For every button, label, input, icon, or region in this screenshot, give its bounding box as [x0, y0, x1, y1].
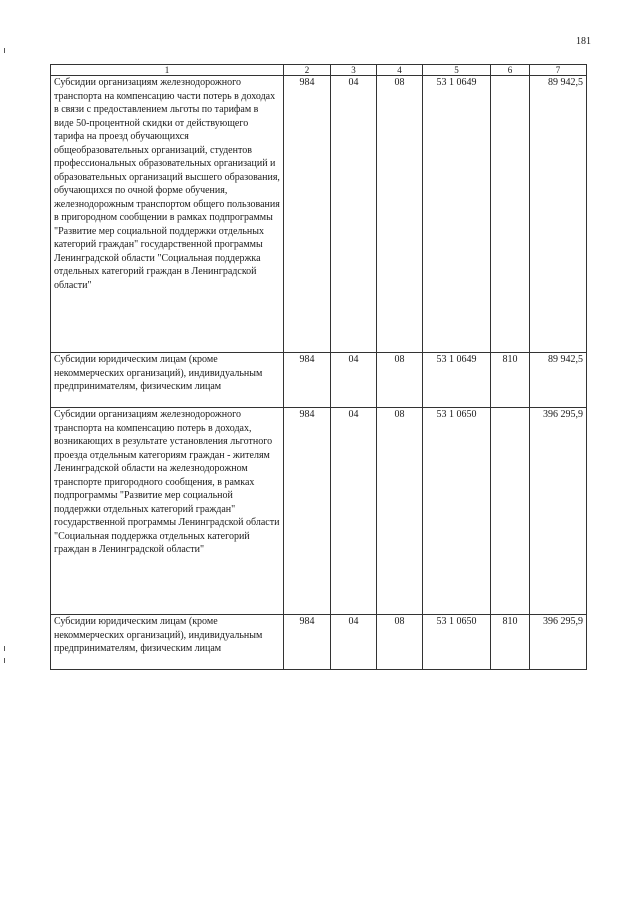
- row-description: Субсидии юридическим лицам (кроме некоммерческих организаций), индивидуальным предпринимателям, физическим лицам: [51, 615, 284, 670]
- amount: 89 942,5: [530, 76, 587, 353]
- column-header-1: 1: [51, 65, 284, 76]
- column-header-6: 6: [491, 65, 530, 76]
- row-description: Субсидии организациям железнодорожного транспорта на компенсацию части потерь в доходах в связи с предоставлением льготы по тарифам в виде 50-процентной скидки от действующего тарифа на проезд обучающихся общеобразовательных организаций, студентов профессиональных образовательных организаций и образовательных организаций высшего образования, обучающихся по очной форме обучения, железнодорожным транспортом общего пользования в пригородном сообщении в рамках подпрограммы "Развитие мер социальной поддержки отдельных категорий граждан" государственной программы Ленинградской области "Социальная поддержка отдельных категорий граждан в Ленинградской области": [51, 76, 284, 353]
- expense-type-code: [491, 76, 530, 353]
- ministry-code: 984: [284, 615, 331, 670]
- target-article-code: 53 1 0650: [423, 408, 491, 615]
- amount: 396 295,9: [530, 408, 587, 615]
- subsection-code: 08: [377, 615, 423, 670]
- section-code: 04: [331, 408, 377, 615]
- scan-mark: [4, 646, 5, 651]
- table-row: [51, 408, 587, 615]
- table-row: [51, 353, 587, 408]
- ministry-code: 984: [284, 353, 331, 408]
- subsection-code: 08: [377, 408, 423, 615]
- expense-type-code: 810: [491, 353, 530, 408]
- ministry-code: 984: [284, 408, 331, 615]
- scan-mark: [4, 48, 5, 53]
- table-row: [51, 76, 587, 353]
- budget-table: [50, 64, 587, 670]
- row-description: Субсидии организациям железнодорожного транспорта на компенсацию потерь в доходах, возникающих в результате установления льготного проезда отдельным категориям граждан - жителям Ленинградской области на железнодорожном транспорте пригородного сообщения, в рамках подпрограммы "Развитие мер социальной поддержки отдельных категорий граждан" государственной программы Ленинградской области "Социальная поддержка отдельных категорий граждан в Ленинградской области": [51, 408, 284, 615]
- amount: 396 295,9: [530, 615, 587, 670]
- table-row: [51, 615, 587, 670]
- subsection-code: 08: [377, 76, 423, 353]
- expense-type-code: 810: [491, 615, 530, 670]
- table-header-row: [51, 65, 587, 76]
- column-header-2: 2: [284, 65, 331, 76]
- subsection-code: 08: [377, 353, 423, 408]
- target-article-code: 53 1 0650: [423, 615, 491, 670]
- section-code: 04: [331, 353, 377, 408]
- page-number: 181: [576, 36, 591, 47]
- column-header-7: 7: [530, 65, 587, 76]
- amount: 89 942,5: [530, 353, 587, 408]
- target-article-code: 53 1 0649: [423, 76, 491, 353]
- expense-type-code: [491, 408, 530, 615]
- ministry-code: 984: [284, 76, 331, 353]
- column-header-3: 3: [331, 65, 377, 76]
- section-code: 04: [331, 76, 377, 353]
- column-header-4: 4: [377, 65, 423, 76]
- scan-mark: [4, 658, 5, 663]
- row-description: Субсидии юридическим лицам (кроме некоммерческих организаций), индивидуальным предпринимателям, физическим лицам: [51, 353, 284, 408]
- target-article-code: 53 1 0649: [423, 353, 491, 408]
- section-code: 04: [331, 615, 377, 670]
- column-header-5: 5: [423, 65, 491, 76]
